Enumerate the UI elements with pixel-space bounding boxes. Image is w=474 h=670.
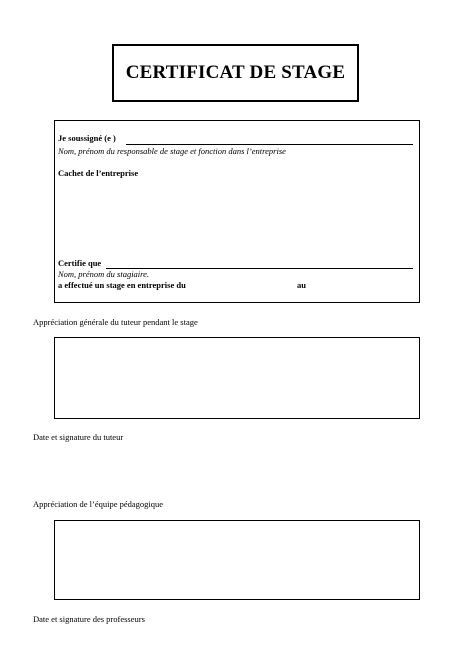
- tutor-name-hint: Nom, prénom du responsable de stage et fonction dans l’entreprise: [58, 146, 286, 156]
- tutor-name-field[interactable]: [126, 144, 413, 145]
- internship-period-label: a effectué un stage en entreprise du: [58, 280, 186, 290]
- team-appraisal-box[interactable]: [54, 520, 420, 600]
- company-stamp-area[interactable]: [58, 181, 416, 256]
- trainee-name-field[interactable]: [106, 268, 413, 269]
- teachers-signature-label: Date et signature des professeurs: [33, 614, 145, 624]
- internship-end-label: au: [297, 280, 306, 290]
- company-stamp-label: Cachet de l’entreprise: [58, 168, 139, 178]
- tutor-signature-label: Date et signature du tuteur: [33, 432, 124, 442]
- tutor-name-label: Je soussigné (e ): [58, 133, 116, 143]
- team-appraisal-label: Appréciation de l’équipe pédagogique: [33, 499, 164, 509]
- tutor-appraisal-label: Appréciation générale du tuteur pendant le stage: [33, 317, 198, 327]
- page-title: CERTIFICAT DE STAGE: [125, 62, 346, 83]
- trainee-name-hint: Nom, prénom du stagiaire.: [58, 269, 150, 279]
- tutor-appraisal-box[interactable]: [54, 337, 420, 419]
- certificate-form: [54, 120, 420, 303]
- certify-label: Certifie que: [58, 258, 102, 268]
- title-box: [112, 44, 359, 102]
